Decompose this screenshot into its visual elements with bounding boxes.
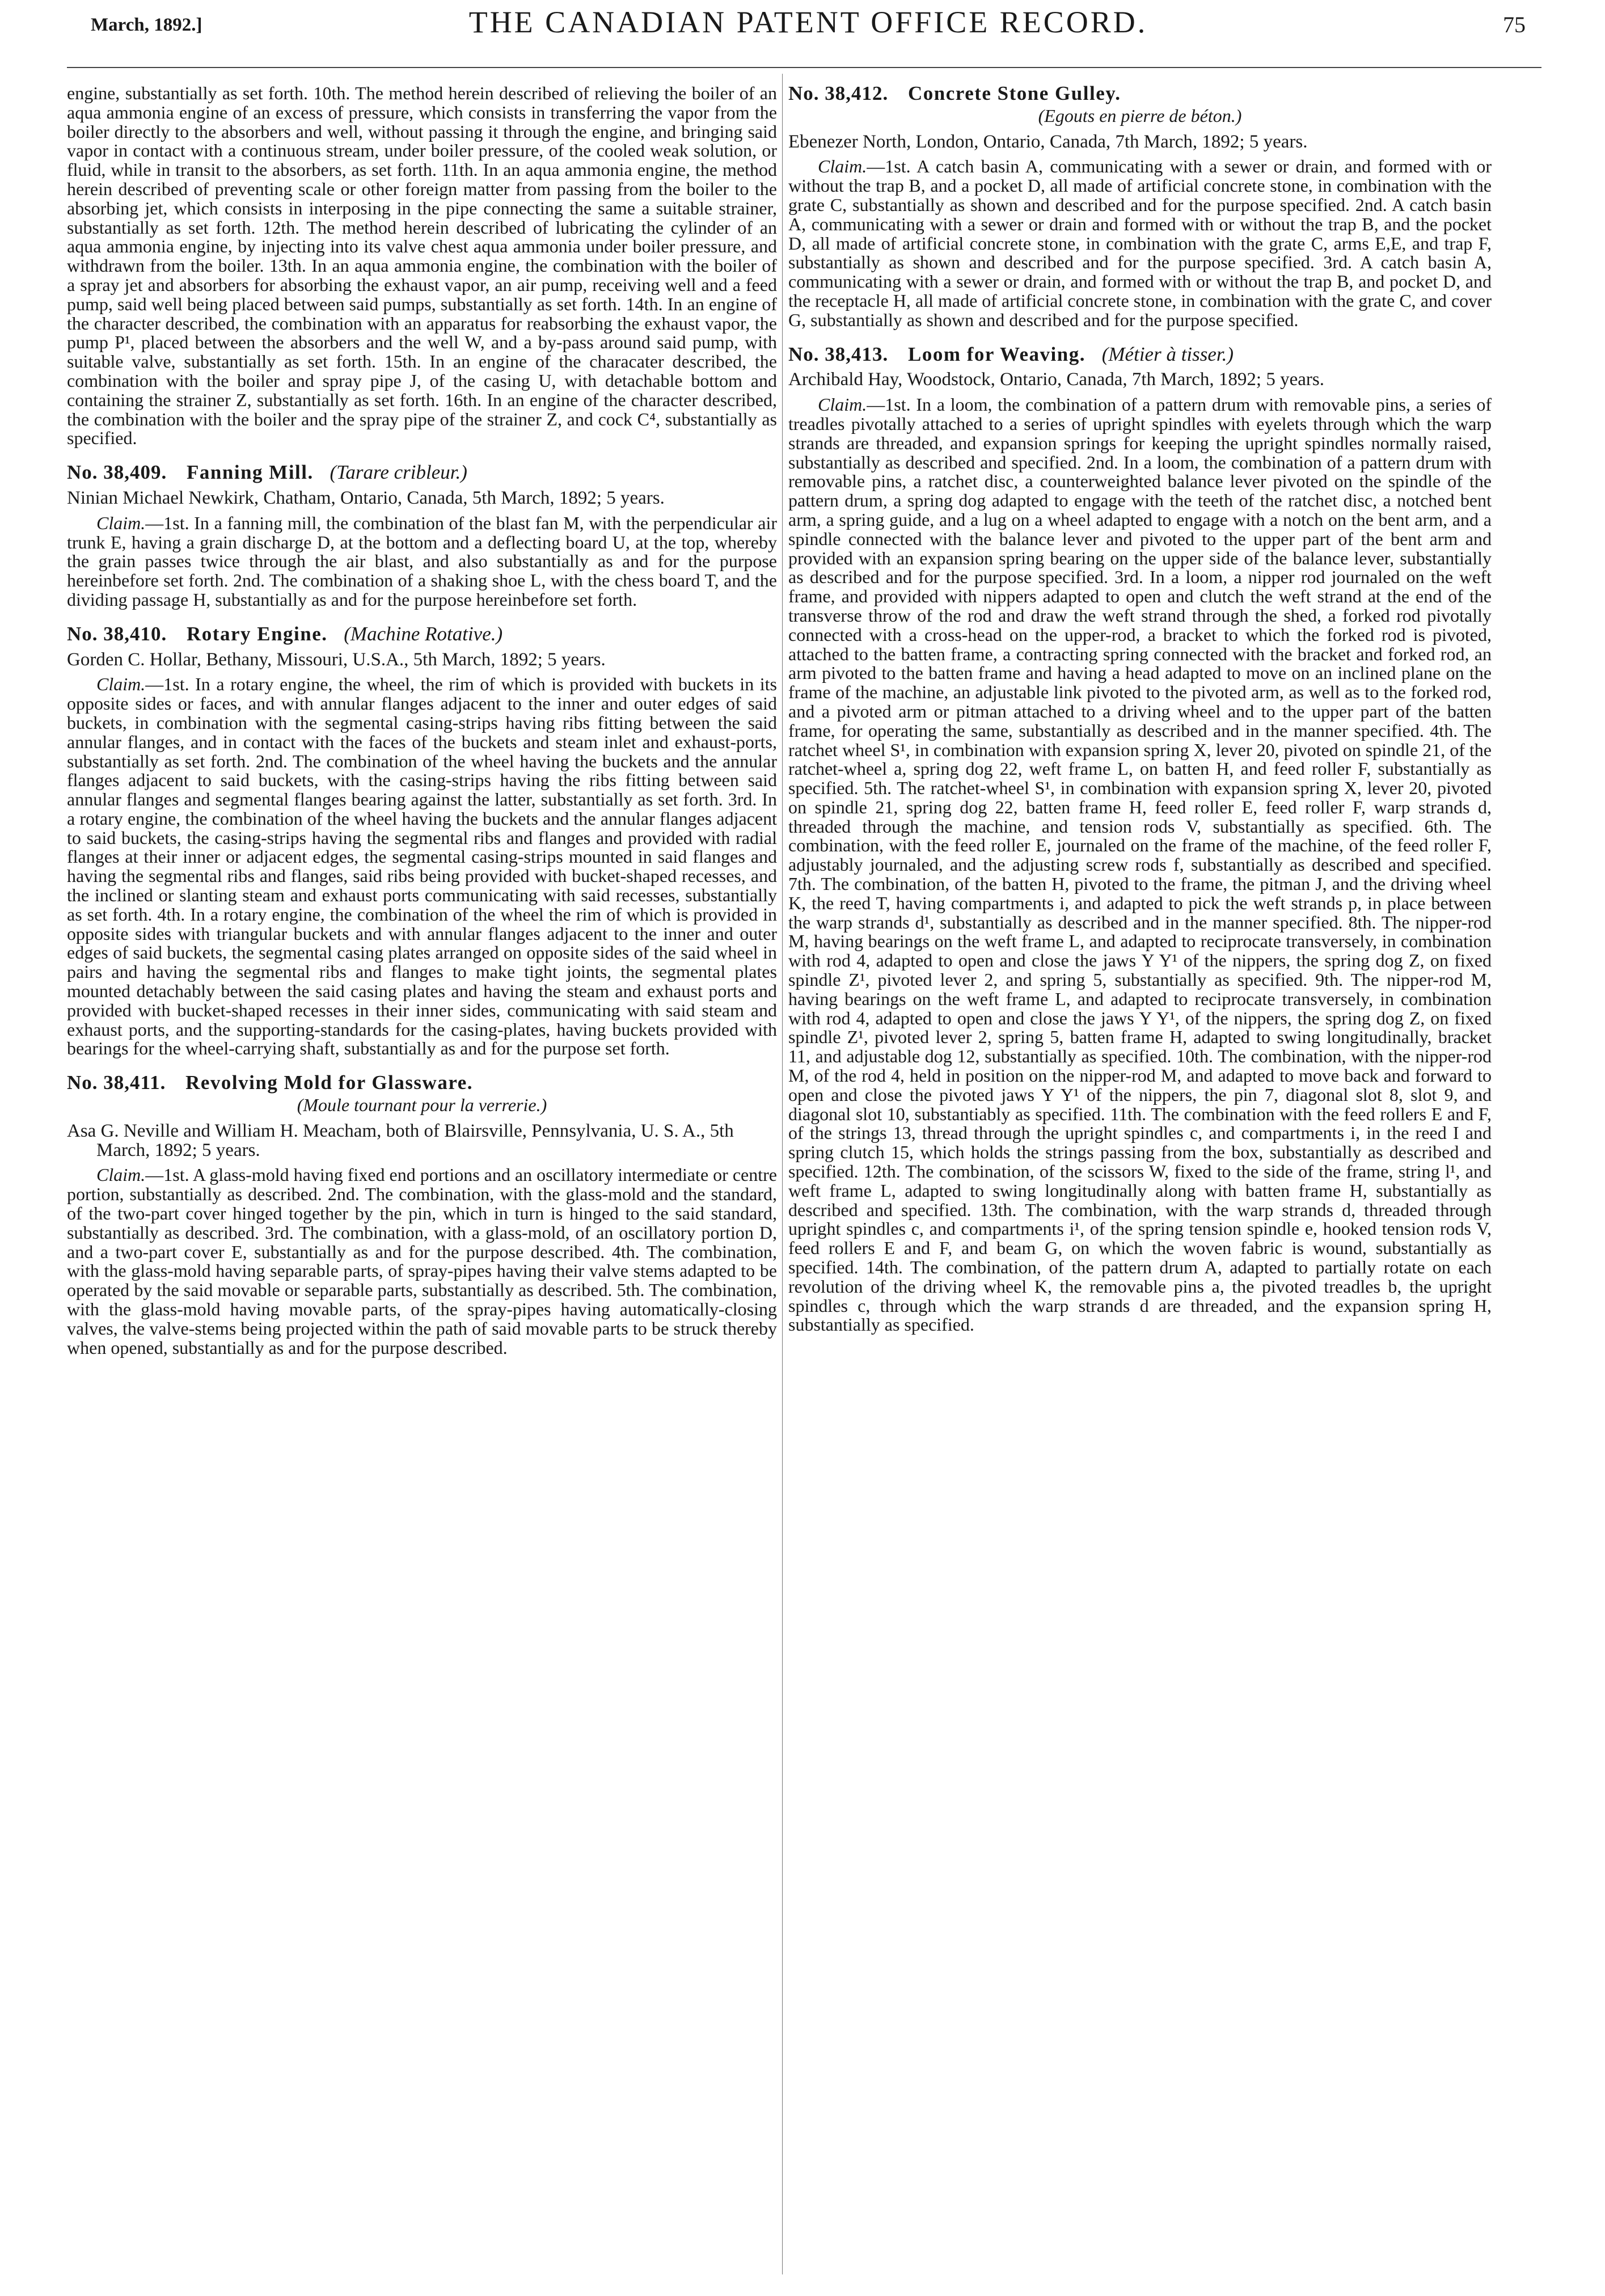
patent-french-title: (Moule tournant pour la verrerie.) <box>297 1095 547 1116</box>
patent-applicant: Ebenezer North, London, Ontario, Canada, 7th March, 1892; 5 years. <box>788 131 1308 152</box>
running-head <box>91 5 1526 41</box>
patent-french-title: (Tarare cribleur.) <box>330 461 467 484</box>
left-column <box>67 84 777 2279</box>
claim-label: Claim. <box>818 156 867 177</box>
patent-title: Loom for Weaving. <box>908 343 1086 365</box>
patent-applicant: Asa G. Neville and William H. Meacham, both of Blairsville, Pennsylvania, U. S. A., 5th March, 1892; 5 years. <box>67 1120 734 1160</box>
patent-heading <box>788 84 1492 103</box>
claim-label: Claim. <box>96 674 146 695</box>
patent-heading <box>67 624 777 644</box>
patent-heading <box>788 345 1492 364</box>
patent-entry <box>67 624 777 1059</box>
patent-title: Fanning Mill. <box>187 461 314 484</box>
patent-french-title: (Métier à tisser.) <box>1101 343 1234 365</box>
right-column <box>788 84 1492 2279</box>
header-rule <box>67 67 1541 68</box>
patent-applicant: Gorden C. Hollar, Bethany, Missouri, U.S.A., 5th March, 1892; 5 years. <box>67 649 606 670</box>
patent-title: Rotary Engine. <box>187 622 328 645</box>
patent-number: No. 38,412. <box>788 84 889 104</box>
patent-entry <box>788 84 1492 330</box>
patent-title: Concrete Stone Gulley. <box>908 84 1121 104</box>
claim-text: —1st. A glass-mold having fixed end portions and an oscillatory intermediate or centre portion, substantially as described. 2nd. The combination, with the glass-mold and the standard, of the two-part cover hinged together by the pin, which in turn is hinged to the said standard, substantially as described. 3rd. The combination, with a glass-mold, of an oscillatory portion D, and a two-part cover E, substantially as and for the purpose described. 4th. The combination, with the glass-mold having separable parts, of spray-pipes having their valve stems adapted to be operated by the said movable or separable parts, substantially as described. 5th. The combination, with the glass-mold having movable parts, of the spray-pipes having automatically-closing valves, the valve-stems being projected within the path of said movable parts to be struck thereby when opened, substantially as and for the purpose described. <box>67 1164 777 1358</box>
claim-text: —1st. A catch basin A, communicating with a sewer or drain, and formed with or without the trap B, and a pocket D, all made of artificial concrete stone, in combination with the grate C, substantially as shown and described and for the purpose specified. 2nd. A catch basin A, communicating with a sewer or drain and formed with or without the trap B, and the pocket D, all made of artificial concrete stone, in combination with the grate C, arms E,E, and trap F, substantially as shown and described and for the purpose specified. 3rd. A catch basin A, communicating with a sewer or drain, and formed with or without the trap B, and pocket D, and the receptacle H, all made of artificial concrete stone, in combination with the grate C, and cover G, substantially as shown and described and for the purpose specified. <box>788 156 1492 330</box>
patent-entry <box>67 1073 777 1357</box>
patent-applicant: Ninian Michael Newkirk, Chatham, Ontario, Canada, 5th March, 1892; 5 years. <box>67 487 665 508</box>
patent-entry <box>788 345 1492 1335</box>
claim-text: —1st. In a fanning mill, the combination of the blast fan M, with the perpendicular air trunk E, having a grain discharge D, at the bottom and a deflecting board U, at the top, whereby the grain passes twice through the air blast, and also substantially as and for the purpose hereinbefore set forth. 2nd. The combination of a shaking shoe L, with the chess board T, and the dividing passage H, substantially as and for the purpose hereinbefore set forth. <box>67 512 777 610</box>
patent-applicant: Archibald Hay, Woodstock, Ontario, Canada, 7th March, 1892; 5 years. <box>788 369 1324 390</box>
patent-number: No. 38,410. <box>67 622 167 645</box>
issue-date: March, 1892.] <box>91 15 202 35</box>
claim-text: —1st. In a rotary engine, the wheel, the rim of which is provided with buckets in its opposite sides or faces, and with annular flanges adjacent to the inner and outer edges of said buckets, in combination with the segmental casing-strips having ribs fitting between the said annular flanges, and in contact with the faces of the buckets and steam inlet and exhaust-ports, substantially as set forth. 2nd. The combination of the wheel having the buckets and the annular flanges adjacent to said buckets, with the casing-strips having the ribs fitting between said annular flanges and segmental flanges bearing against the latter, substantially as set forth. 3rd. In a rotary engine, the combination of the wheel having the buckets and the annular flanges adjacent to said buckets, the casing-strips having the segmental ribs and flanges and provided with radial flanges at their inner or adjacent edges, the segmental casing-strips mounted in said flanges and having the segmental ribs and flanges, said ribs being provided with bucket-shaped recesses, and the inclined or slanting steam and exhaust ports communicating with said recesses, substantially as set forth. 4th. In a rotary engine, the combination of the wheel the rim of which is provided in opposite sides with triangular buckets and with annular flanges adjacent to the inner and outer edges of said buckets, the segmental casing plates arranged on opposite sides of the said wheel in pairs and having the segmental ribs and flanges to make tight joints, the segmental plates mounted detachably between the said casing plates and having the steam and exhaust ports and provided with bucket-shaped recesses in their inner sides, communicating with said steam and exhaust ports, and the supporting-standards for the casing-plates, having buckets provided with bearings for the wheel-carrying shaft, substantially as and for the purpose set forth. <box>67 674 777 1059</box>
continued-claim-text: engine, substantially as set forth. 10th. The method herein described of relieving the boiler of an aqua ammonia engine of an excess of pressure, which consists in transferring the vapor from the boiler directly to the absorbers and well, without passing it through the engine, and bringing said vapor in contact with a continuous stream, under boiler pressure, of the cooled weak solution, or fluid, while in transit to the absorbers, as set forth. 11th. In an aqua ammonia engine, the method herein described of preventing scale or other foreign matter from passing from the boiler to the absorbing jet, which consists in interposing in the pipe connecting the same a suitable strainer, substantially as set forth. 12th. The method herein described of lubricating the cylinder of an aqua ammonia engine, by injecting into its valve chest aqua ammonia under boiler pressure, and withdrawn from the boiler. 13th. In an aqua ammonia engine, the combination with the boiler of a spray jet and absorbers for absorbing the exhaust vapor, an air pump, receiving well and a feed pump, said well being placed between said pumps, substantially as set forth. 14th. In an engine of the character described, the combination with an apparatus for reabsorbing the exhaust vapor, the pump P¹, placed between the absorbers and the well W, and a by-pass around said pump, with suitable valve, substantially as set forth. 15th. In an engine of the characater described, the combination with the boiler and spray pipe J, of the casing U, with detachable bottom and containing the strainer Z, substantially as set forth. 16th. In an engine of the character described, the combination with the boiler and the spray pipe of the strainer Z, and cock C⁴, substantially as specified. <box>67 84 777 449</box>
patent-number: No. 38,413. <box>788 343 889 365</box>
claim-label: Claim. <box>818 394 867 415</box>
patent-number: No. 38,411. <box>67 1071 166 1094</box>
claim-label: Claim. <box>96 512 146 533</box>
claim-label: Claim. <box>96 1164 146 1185</box>
patent-title: Revolving Mold for Glassware. <box>185 1071 474 1094</box>
patent-french-title: (Machine Rotative.) <box>344 622 503 645</box>
patent-heading <box>67 1073 777 1092</box>
column-separator <box>782 74 783 2274</box>
patent-claim <box>67 675 777 1058</box>
patent-entry <box>67 463 777 610</box>
patent-french-title: (Egouts en pierre de béton.) <box>1038 105 1242 126</box>
claim-text: —1st. In a loom, the combination of a pattern drum with removable pins, a series of treadles pivotally attached to a series of upright spindles with eyelets through which the warp strands are threaded, and expansion springs for keeping the upright spindles normally raised, substantially as described and specified. 2nd. In a loom, the combination of a pattern drum with removable pins, a ratchet disc, a counterweighted balance lever pivoted on the spindle of the pattern drum, a spring dog adapted to engage with the teeth of the ratchet disc, a notched bent arm, a spring guide, and a lug on a wheel adapted to engage with a notch on the bent arm, and a spindle connected with the balance lever and pivoted to the upper part of the bent arm and provided with an expansion spring bearing on the upper side of the balance lever, substantially as described and for the purpose specified. 3rd. In a loom, a nipper rod journaled on the weft frame, and provided with nippers adapted to open and clutch the weft strand at the end of the transverse throw of the rod and draw the weft strand through the shed, a forked rod pivotally connected with a cross-head on the upper-rod, a bracket to which the forked rod is pivoted, attached to the batten frame, a contracting spring connected with the bracket and forked rod, an arm pivoted to the batten frame and having a head adapted to move on an inclined plane on the frame of the machine, an adjustable link pivoted to the pivoted arm, as well as to the forked rod, and a pivoted arm or pitman attached to a driving wheel and to the upper part of the batten frame, for operating the same, substantially as described and in the manner specified. 4th. The ratchet wheel S¹, in combination with expansion spring X, lever 20, pivoted on spindle 21, of the ratchet-wheel a, spring dog 22, weft frame L, on batten H, and feed roller F, substantially as specified. 5th. The ratchet-wheel S¹, in combination with expansion spring X, lever 20, pivoted on spindle 21, spring dog 22, batten frame H, feed roller E, feed roller F, warp strands d, threaded through the machine, and tension rods V, substantially as specified. 6th. The combination, with the feed roller E, journaled on the frame of the machine, of the feed roller F, adjustably journaled, and the adjusting screw rods f, substantially as described and specified. 7th. The combination, of the batten H, pivoted to the frame, the pitman J, and the driving wheel K, the reed T, having compartments i, and adapted to pick the weft strands p, in place between the warp strands d¹, substantially as described and in the manner specified. 8th. The nipper-rod M, having bearings on the weft frame L, and adapted to reciprocate transversely, in combination with rod 4, adapted to open and close the jaws Y Y¹ of the nippers, the spring dog Z, on fixed spindle Z¹, pivoted lever 2, and spring 5, substantially as specified. 9th. The nipper-rod M, having bearings on the weft frame L, and adapted to reciprocate transversely, in combination with rod 4, adapted to open and close the jaws Y Y¹, of the nippers, the spring dog Z, on fixed spindle Z¹, pivoted lever 2, spring 5, batten frame H, adapted to swing longitudinally, bracket 11, and adjustable dog 12, substantially as specified. 10th. The combination, with the nipper-rod M, of the rod 4, held in position on the nipper-rod M, and adapted to move back and forward to open and close the pivoted jaws Y Y¹ of the nippers, the pin 7, diagonal slot 8, slot 9, and diagonal slot 10, substantiably as specified. 11th. The combination with the feed rollers E and F, of the strings 13, thread through the upright spindles c, and compartments i, in the reed I and spring clutch 15, which holds the strings passing from the box, substantially as described and specified. 12th. The combination, of the scissors W, fixed to the side of the frame, string l¹, and weft frame L, adapted to swing longitudinally along with batten frame H, substantially as described and specified. 13th. The combination, with the warp strands d, threaded through upright spindles c, and compartments i¹, of the spring tension spindle e, hooked tension rods V, feed rollers E and F, and beam G, on which the woven fabric is wound, substantially as specified. 14th. The combination, of the pattern drum A, adapted to partially rotate on each revolution of the driving wheel K, the removable pins a, the pivoted treadles b, the upright spindles c, through which the warp strands d are threaded, and the expansion spring H, substantially as specified. <box>788 394 1492 1335</box>
page-number: 75 <box>1503 12 1526 37</box>
patent-claim <box>788 157 1492 330</box>
publication-title: THE CANADIAN PATENT OFFICE RECORD. <box>468 5 1148 39</box>
patent-claim <box>67 1166 777 1357</box>
patent-number: No. 38,409. <box>67 461 167 484</box>
patent-claim <box>67 514 777 610</box>
patent-claim <box>788 395 1492 1335</box>
patent-heading <box>67 463 777 482</box>
